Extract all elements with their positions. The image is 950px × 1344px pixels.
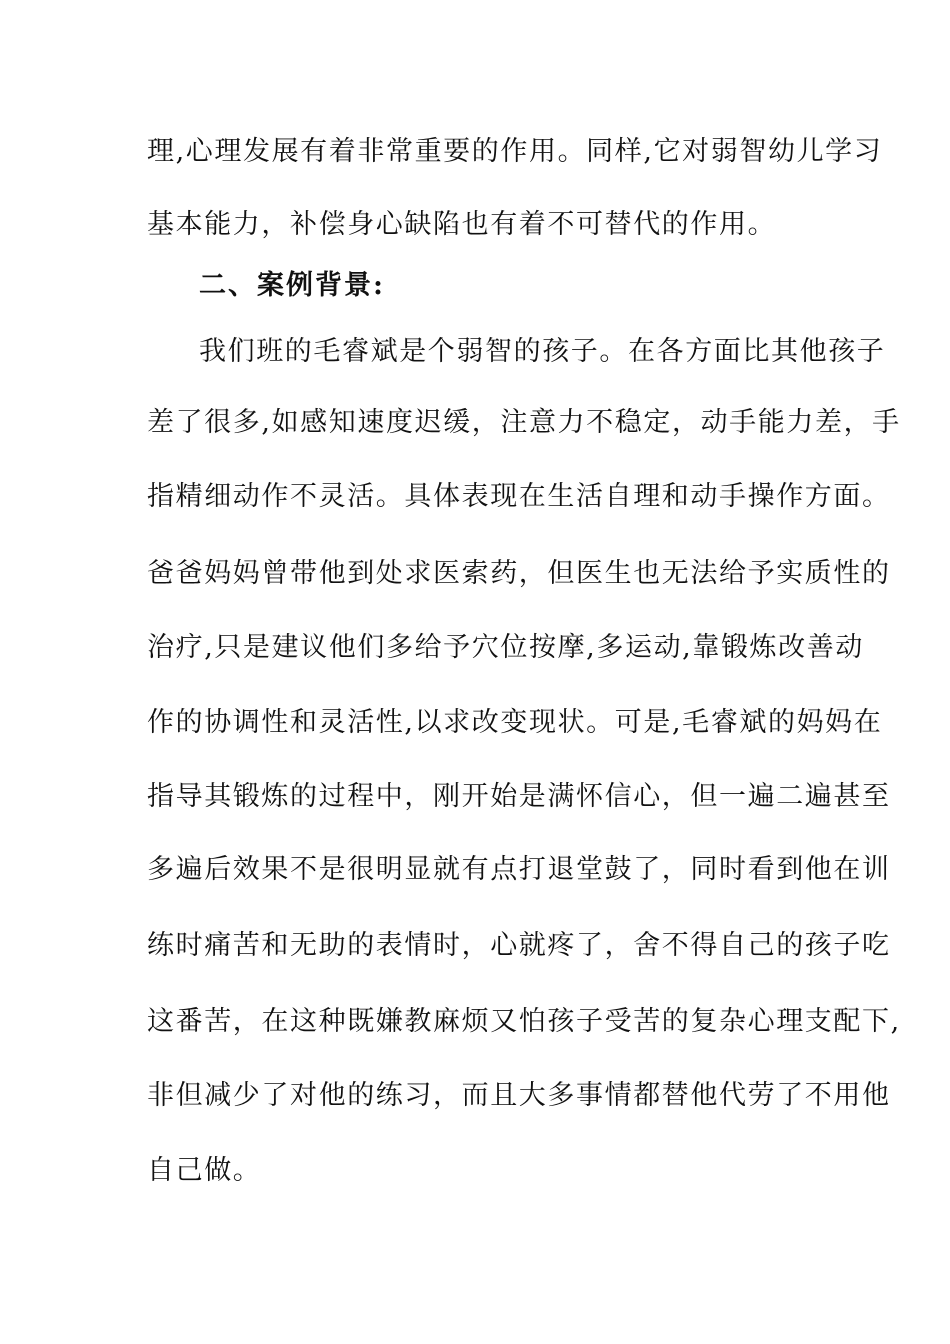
paragraph-line: 基本能力，补偿身心缺陷也有着不可替代的作用。 [147, 209, 777, 240]
paragraph-line: 指导其锻炼的过程中，刚开始是满怀信心，但一遍二遍甚至 [147, 781, 891, 812]
section-heading: 二、案例背景: [199, 270, 385, 301]
paragraph-line: 作的协调性和灵活性,以求改变现状。可是,毛睿斌的妈妈在 [147, 707, 883, 738]
paragraph-line: 爸爸妈妈曾带他到处求医索药，但医生也无法给予实质性的 [147, 558, 891, 589]
paragraph-line: 自己做。 [147, 1155, 262, 1186]
paragraph-line: 治疗,只是建议他们多给予穴位按摩,多运动,靠锻炼改善动 [147, 632, 864, 663]
paragraph-line: 理,心理发展有着非常重要的作用。同样,它对弱智幼儿学习 [147, 136, 883, 167]
paragraph-line: 多遍后效果不是很明显就有点打退堂鼓了，同时看到他在训 [147, 854, 891, 885]
paragraph-line: 指精细动作不灵活。具体表现在生活自理和动手操作方面。 [147, 481, 891, 512]
paragraph-line: 我们班的毛睿斌是个弱智的孩子。在各方面比其他孩子 [199, 336, 886, 367]
paragraph-line: 练时痛苦和无助的表情时，心就疼了，舍不得自己的孩子吃 [147, 930, 891, 961]
paragraph-line: 差了很多,如感知速度迟缓，注意力不稳定，动手能力差，手 [147, 407, 901, 438]
paragraph-line: 非但减少了对他的练习，而且大多事情都替他代劳了不用他 [147, 1080, 891, 1111]
paragraph-line: 这番苦，在这种既嫌教麻烦又怕孩子受苦的复杂心理支配下, [147, 1006, 901, 1037]
